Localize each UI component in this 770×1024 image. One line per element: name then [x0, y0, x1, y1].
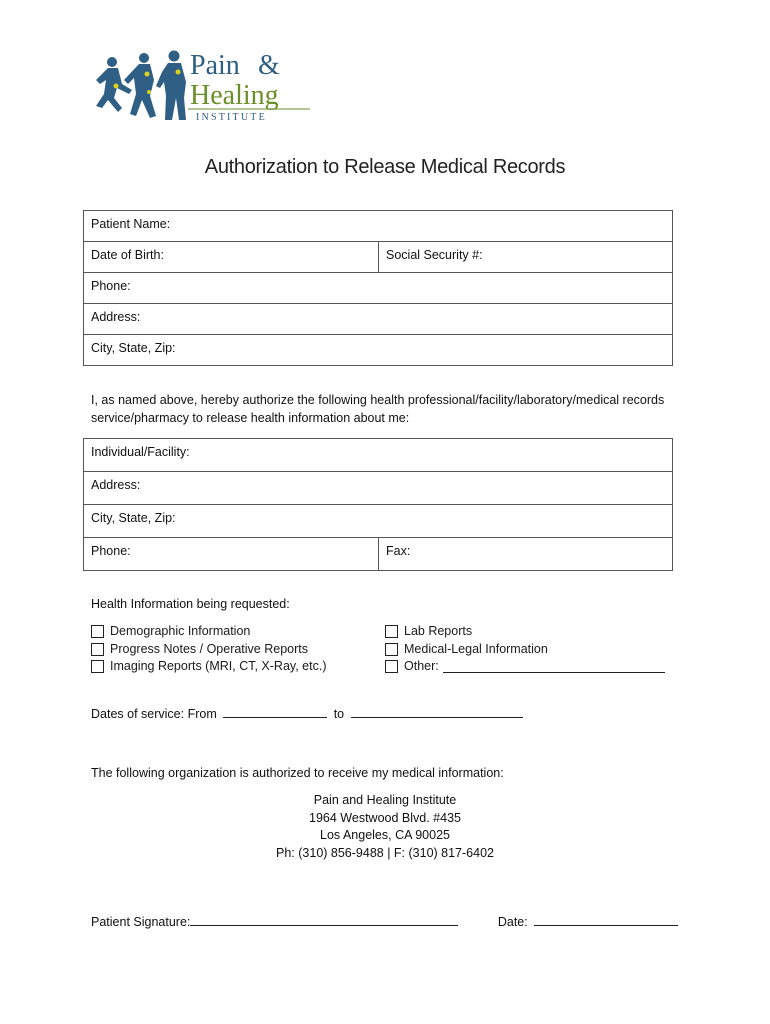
dates-of-service-row: Dates of service: From to [91, 705, 671, 723]
recipient-phone-fax: Ph: (310) 856-9488 | F: (310) 817-6402 [276, 845, 494, 860]
checkbox[interactable] [385, 660, 398, 673]
patient-phone-field[interactable]: Phone: [84, 273, 673, 304]
logo-word-healing: Healing [190, 80, 279, 111]
other-fill-line[interactable] [443, 660, 665, 673]
signature-line[interactable] [190, 913, 458, 926]
logo-word-institute: INSTITUTE [196, 112, 267, 123]
health-info-heading: Health Information being requested: [91, 597, 290, 611]
checkbox[interactable] [91, 625, 104, 638]
option-lab-reports[interactable]: Lab Reports [385, 623, 665, 641]
health-info-right-options [385, 623, 665, 676]
date-of-birth-field[interactable]: Date of Birth: [84, 242, 379, 273]
recipient-city: Los Angeles, CA 90025 [320, 828, 450, 842]
patient-address-field[interactable]: Address: [84, 304, 673, 335]
patient-name-field[interactable]: Patient Name: [84, 211, 673, 242]
facility-fax-field[interactable]: Fax: [379, 538, 673, 571]
checkbox[interactable] [91, 643, 104, 656]
institute-logo [92, 46, 314, 126]
signature-date-line[interactable] [534, 913, 678, 926]
option-demographic[interactable]: Demographic Information [91, 623, 327, 641]
facility-name-field[interactable]: Individual/Facility: [84, 439, 673, 472]
patient-city-state-zip-field[interactable]: City, State, Zip: [84, 335, 673, 366]
checkbox[interactable] [385, 625, 398, 638]
option-imaging-reports[interactable]: Imaging Reports (MRI, CT, X-Ray, etc.) [91, 658, 327, 676]
facility-address-field[interactable]: Address: [84, 472, 673, 505]
facility-info-table [83, 438, 673, 571]
checkbox[interactable] [385, 643, 398, 656]
option-medical-legal[interactable]: Medical-Legal Information [385, 641, 665, 659]
recipient-org: Pain and Healing Institute [313, 793, 457, 807]
option-progress-notes[interactable]: Progress Notes / Operative Reports [91, 641, 327, 659]
checkbox[interactable] [91, 660, 104, 673]
recipient-street: 1964 Westwood Blvd. #435 [309, 810, 461, 825]
health-info-left-options [91, 623, 327, 676]
option-other[interactable]: Other: [385, 658, 665, 676]
running-figures-icon [92, 46, 314, 126]
logo-ampersand: & [258, 50, 280, 81]
facility-phone-field[interactable]: Phone: [84, 538, 379, 571]
date-to-line[interactable] [351, 705, 523, 718]
signature-row: Patient Signature: Date: [91, 913, 671, 931]
recipient-heading: The following organization is authorized to receive my medical information: [91, 766, 504, 780]
logo-word-pain: Pain [190, 50, 240, 81]
form-title: Authorization to Release Medical Records [204, 156, 566, 178]
facility-city-state-zip-field[interactable]: City, State, Zip: [84, 505, 673, 538]
social-security-field[interactable]: Social Security #: [379, 242, 673, 273]
patient-info-table [83, 210, 673, 366]
date-from-line[interactable] [223, 705, 327, 718]
recipient-address-block [0, 792, 770, 862]
authorization-statement: I, as named above, hereby authorize the following health professional/facility/laboratory/medical records service/pharmacy to release health information about me: [91, 393, 665, 425]
